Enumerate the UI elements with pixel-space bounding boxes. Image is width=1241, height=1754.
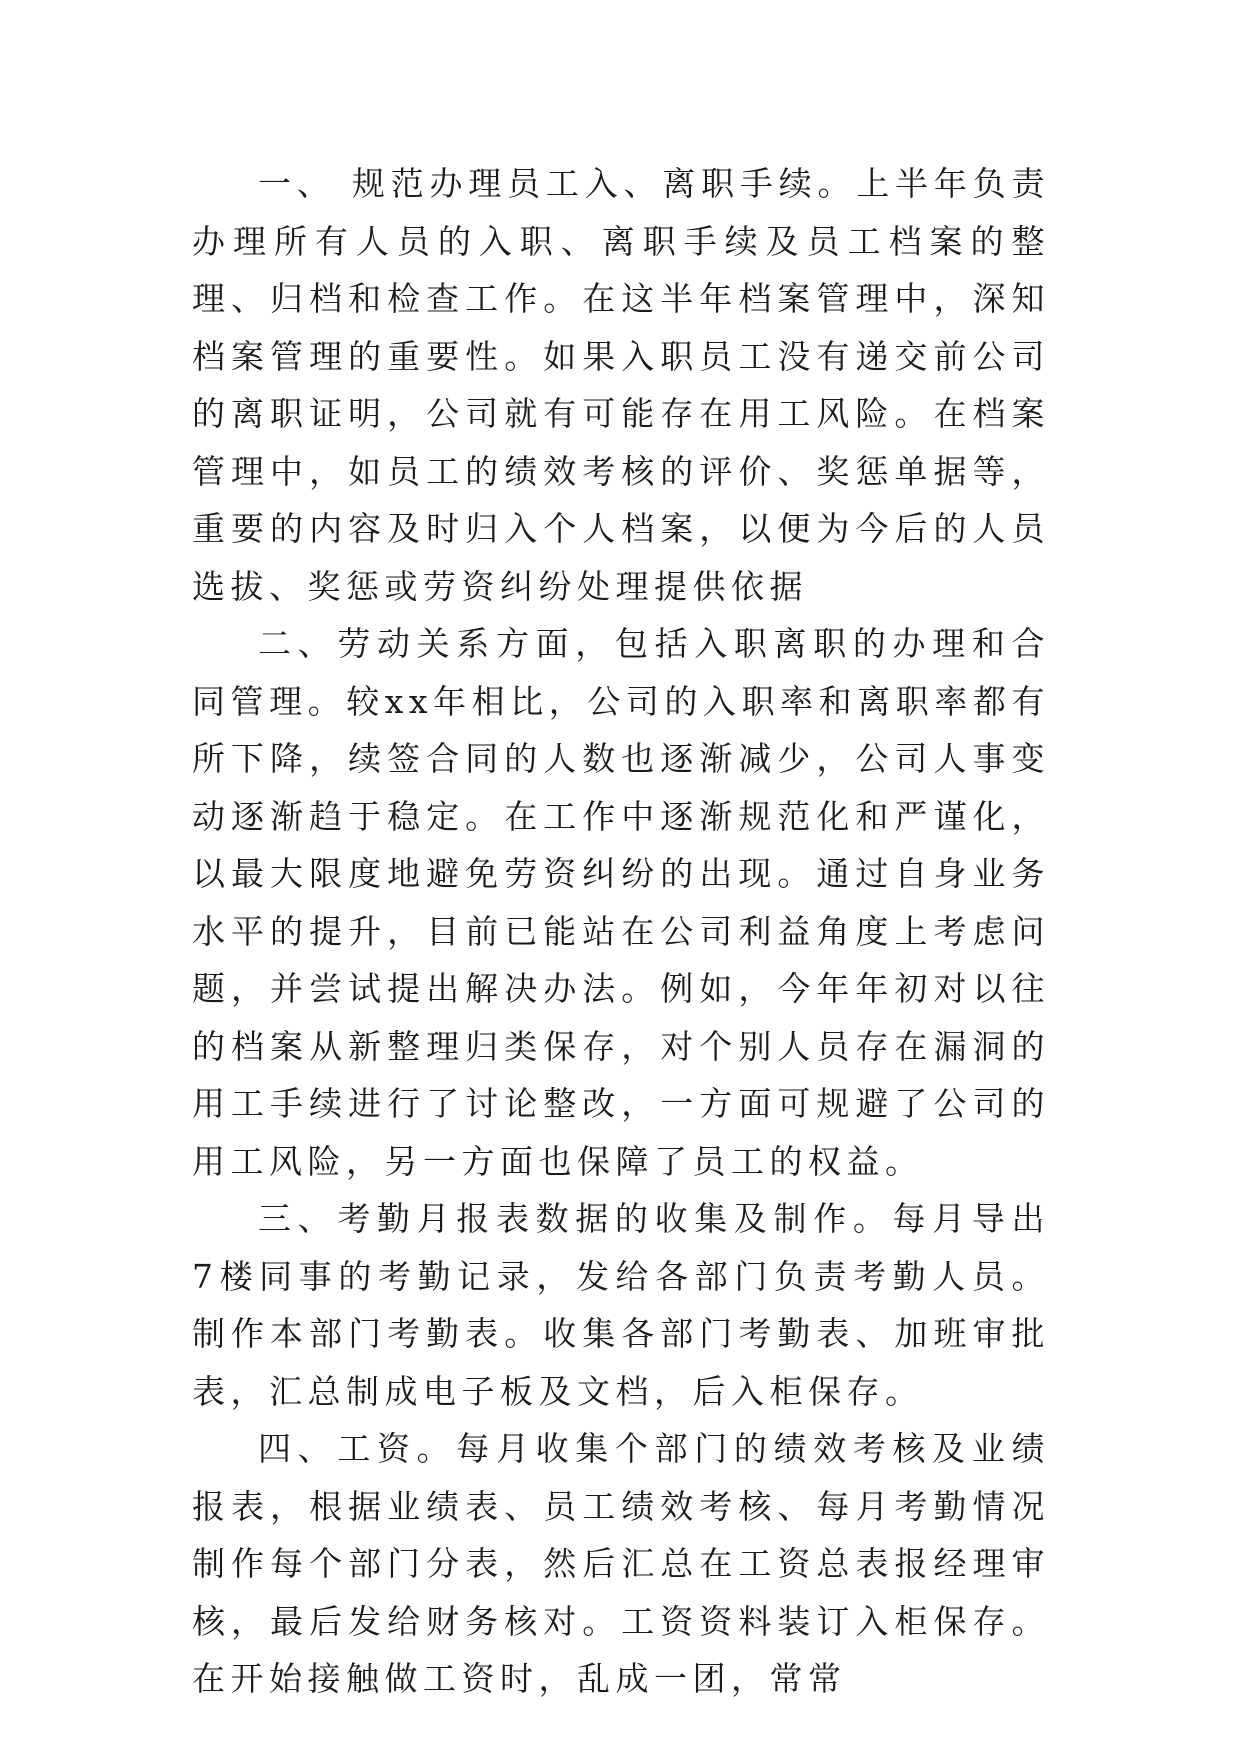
paragraph-3: 三、考勤月报表数据的收集及制作。每月导出7楼同事的考勤记录，发给各部门负责考勤人员。制作本部门考勤表。收集各部门考勤表、加班审批表，汇总制成电子板及文档，后入柜保存。 — [192, 1199, 1050, 1411]
paragraph-4: 四、工资。每月收集个部门的绩效考核及业绩报表，根据业绩表、员工绩效考核、每月考勤情况制作每个部门分表，然后汇总在工资总表报经理审核，最后发给财务核对。工资资料装订入柜保存。在开始接触做工资时，乱成一团，常常 — [192, 1429, 1050, 1698]
paragraph-1: 一、 规范办理员工入、离职手续。上半年负责办理所有人员的入职、离职手续及员工档案的整理、归档和检查工作。在这半年档案管理中，深知档案管理的重要性。如果入职员工没有递交前公司的离职证明，公司就有可能存在用工风险。在档案管理中，如员工的绩效考核的评价、奖惩单据等，重要的内容及时归入个人档案，以便为今后的人员选拔、奖惩或劳资纠纷处理提供依据 — [192, 164, 1050, 606]
document-body — [192, 155, 1050, 1708]
paragraph-2: 二、劳动关系方面，包括入职离职的办理和合同管理。较xx年相比，公司的入职率和离职率都有所下降，续签合同的人数也逐渐减少，公司人事变动逐渐趋于稳定。在工作中逐渐规范化和严谨化，以最大限度地避免劳资纠纷的出现。通过自身业务水平的提升，目前已能站在公司利益角度上考虑问题，并尝试提出解决办法。例如，今年年初对以往的档案从新整理归类保存，对个别人员存在漏洞的用工手续进行了讨论整改，一方面可规避了公司的用工风险，另一方面也保障了员工的权益。 — [192, 624, 1050, 1181]
